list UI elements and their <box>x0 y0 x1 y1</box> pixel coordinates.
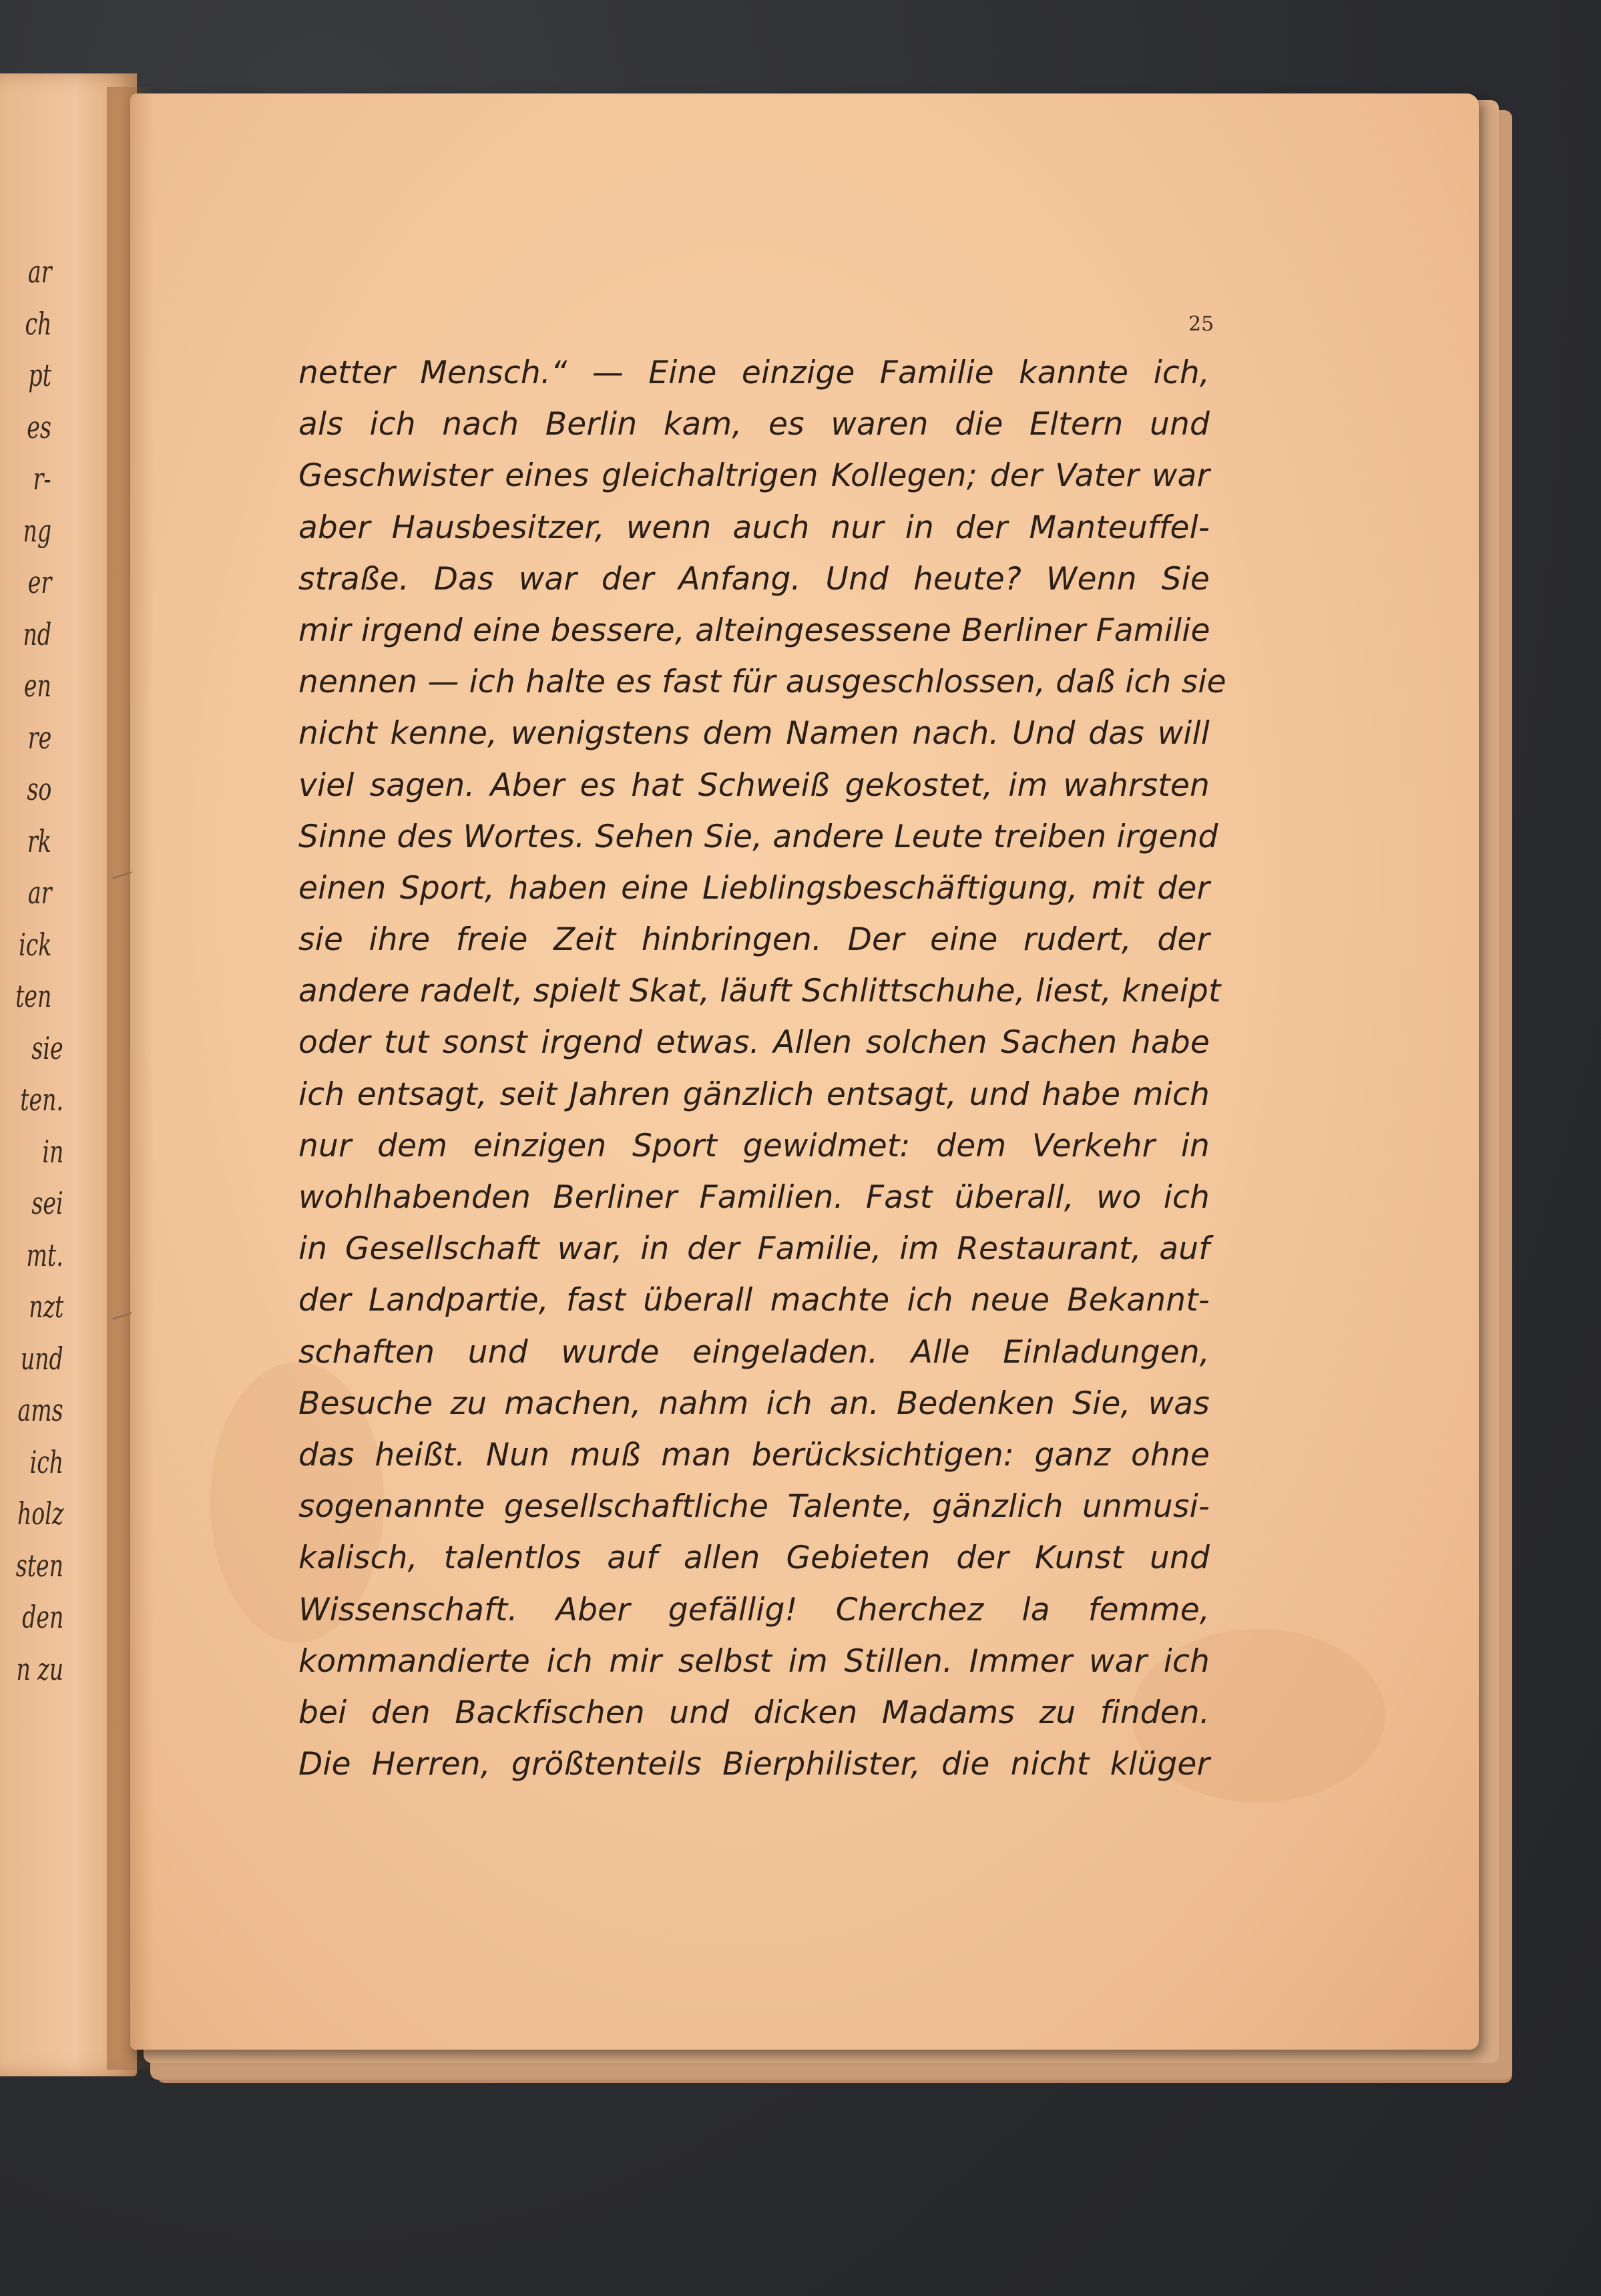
text-line: sie ihre freie Zeit hinbringen. Der eine rudert, der <box>298 921 1210 959</box>
text-line: viel sagen. Aber es hat Schweiß gekostet, im wahrsten <box>298 766 1210 804</box>
text-line: oder tut sonst irgend etwas. Allen solchen Sachen habe <box>298 1024 1210 1062</box>
text-line: als ich nach Berlin kam, es waren die Eltern und <box>298 406 1210 443</box>
text-line: andere radelt, spielt Skat, läuft Schlittschuhe, liest, kneipt <box>298 973 1221 1010</box>
text-line: ich entsagt, seit Jahren gänzlich entsagt, und habe mich <box>298 1076 1210 1113</box>
previous-page-line: re <box>27 719 51 756</box>
text-line: kalisch, talentlos auf allen Gebieten der Kunst und <box>298 1540 1210 1577</box>
previous-page-line: r- <box>33 461 51 497</box>
text-line: netter Mensch.“ — Eine einzige Familie kannte ich, <box>298 355 1210 391</box>
previous-page-line: so <box>27 771 51 807</box>
text-line: nicht kenne, wenigstens dem Namen nach. Und das will <box>298 715 1210 752</box>
previous-page-line: und <box>21 1340 63 1377</box>
previous-page-line: sten <box>15 1547 63 1584</box>
text-line: wohlhabenden Berliner Familien. Fast überall, wo ich <box>298 1179 1210 1216</box>
text-line: Die Herren, größtenteils Bierphilister, die nicht klüger <box>298 1746 1210 1783</box>
previous-page-line: rk <box>27 823 51 859</box>
previous-page-line: ng <box>23 512 51 549</box>
text-line: Geschwister eines gleichaltrigen Kollegen; der Vater war <box>298 457 1210 495</box>
text-line: straße. Das war der Anfang. Und heute? Wenn Sie <box>298 560 1210 598</box>
previous-page-line: es <box>27 409 51 445</box>
previous-page-line: n zu <box>16 1650 63 1687</box>
text-line: schaften und wurde eingeladen. Alle Einladungen, <box>298 1333 1210 1371</box>
page-body-text <box>298 347 1226 1790</box>
text-line: einen Sport, haben eine Lieblingsbeschäftigung, mit der <box>298 869 1210 907</box>
previous-page-line: ar <box>27 254 51 290</box>
previous-page-line: ick <box>18 926 51 963</box>
previous-page-line: ten <box>15 978 51 1014</box>
text-line: Besuche zu machen, nahm ich an. Bedenken Sie, was <box>298 1385 1210 1422</box>
text-line: kommandierte ich mir selbst im Stillen. Immer war ich <box>298 1642 1210 1680</box>
previous-page-line: mt. <box>26 1236 63 1273</box>
text-line: nur dem einzigen Sport gewidmet: dem Verkehr in <box>298 1127 1210 1164</box>
previous-page-line: ar <box>27 875 51 911</box>
previous-page-line: nzt <box>28 1289 63 1325</box>
previous-page-line: en <box>24 668 51 704</box>
text-line: nennen — ich halte es fast für ausgeschlossen, daß ich sie <box>298 664 1226 701</box>
text-line: aber Hausbesitzer, wenn auch nur in der Manteuffel- <box>298 509 1210 546</box>
book-gutter <box>107 87 154 2070</box>
previous-page-line: ch <box>25 305 51 342</box>
text-line: das heißt. Nun muß man berücksichtigen: ganz ohne <box>298 1436 1210 1473</box>
previous-page-line: nd <box>23 616 51 652</box>
previous-page-line: er <box>27 564 51 600</box>
previous-page-line: sie <box>31 1029 63 1066</box>
previous-page-line: ten. <box>20 1082 63 1118</box>
previous-page-line: ich <box>29 1443 63 1480</box>
previous-page-line: sei <box>31 1185 63 1221</box>
text-line: Wissenschaft. Aber gefällig! Cherchez la femme, <box>298 1591 1210 1628</box>
previous-page-line: ams <box>17 1392 63 1428</box>
previous-page-line: pt <box>28 357 51 393</box>
page-number: 25 <box>1188 312 1214 336</box>
previous-page-line: den <box>21 1599 63 1635</box>
text-line: sogenannte gesellschaftliche Talente, gänzlich unmusi- <box>298 1488 1210 1526</box>
previous-page-line: holz <box>17 1496 63 1532</box>
text-line: bei den Backfischen und dicken Madams zu finden. <box>298 1694 1210 1731</box>
text-line: mir irgend eine bessere, alteingesessene Berliner Familie <box>298 612 1210 649</box>
previous-page-line: in <box>42 1133 63 1170</box>
text-line: der Landpartie, fast überall machte ich neue Bekannt- <box>298 1282 1210 1319</box>
text-line: Sinne des Wortes. Sehen Sie, andere Leute treiben irgend <box>298 818 1218 855</box>
text-line: in Gesellschaft war, in der Familie, im Restaurant, auf <box>298 1230 1210 1268</box>
